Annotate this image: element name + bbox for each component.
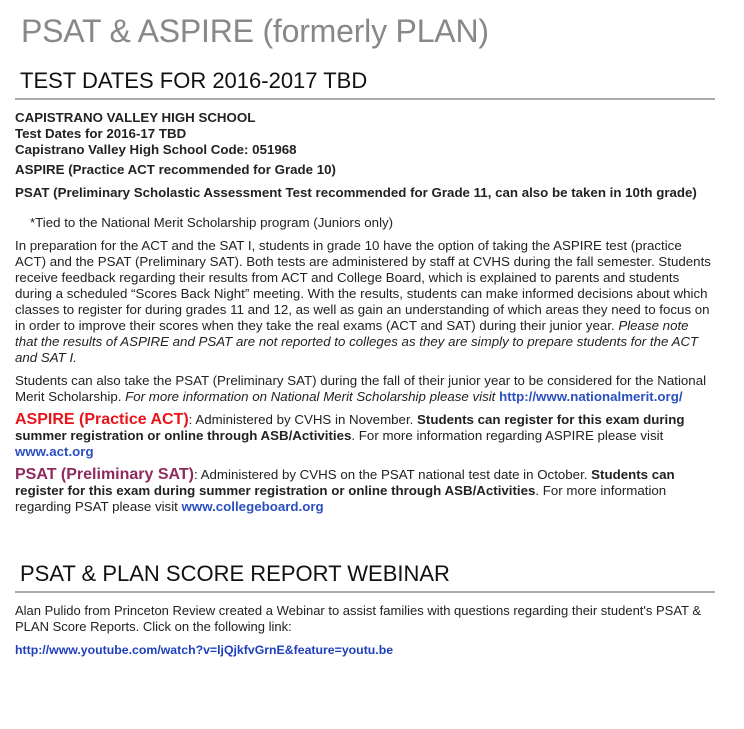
school-info — [15, 110, 714, 158]
aspire-paragraph — [15, 412, 714, 460]
psat-paragraph — [15, 467, 714, 515]
act-link[interactable]: www.act.org — [15, 444, 94, 459]
page-title: PSAT & ASPIRE (formerly PLAN) — [21, 13, 489, 49]
aspire-text: : Administered by CVHS in November. — [188, 412, 418, 427]
divider — [15, 591, 715, 593]
psat-line: PSAT (Preliminary Scholastic Assessment Test recommended for Grade 11, can also be taken in 10th grade) — [15, 185, 697, 200]
junior-text: Students can also take the PSAT (Preliminary SAT) during the fall of their junior year to be considered for the National Merit Scholarship. — [15, 373, 707, 404]
aspire-register-note: Students can register for this exam during summer registration or online through ASB/Activities — [15, 412, 685, 443]
psat-text: : Administered by CVHS on the PSAT national test date in October. — [194, 467, 592, 482]
psat-more-info: . For more information regarding PSAT please visit — [15, 483, 667, 514]
webinar-youtube-link[interactable]: http://www.youtube.com/watch?v=ljQjkfvGrnE&feature=youtu.be — [15, 643, 394, 657]
collegeboard-link[interactable]: www.collegeboard.org — [181, 499, 324, 514]
prep-text: In preparation for the ACT and the SAT I, students in grade 10 have the option of taking the ASPIRE test (practice ACT) and the PSAT (Preliminary SAT). Both tests are administered by staff at CVHS during the fall semester. Students receive feedback regarding their results from ACT and College Board, which is explained to parents and students during a scheduled “Scores Back Night” meeting. With the results, students can make informed decisions about which classes to register for during grades 11 and 12, as well as gain an understanding of which areas they need to focus on in order to improve their scores when they take the real exams (ACT and SAT) during their junior year. — [15, 238, 711, 333]
section-heading-test-dates: TEST DATES FOR 2016-2017 TBD — [20, 68, 368, 93]
school-name: CAPISTRANO VALLEY HIGH SCHOOL — [15, 110, 256, 125]
junior-note: For more information on National Merit Scholarship please visit — [125, 389, 496, 404]
psat-label: PSAT (Preliminary SAT) — [15, 466, 194, 483]
merit-note: *Tied to the National Merit Scholarship program (Juniors only) — [30, 215, 394, 230]
aspire-more-info: . For more information regarding ASPIRE please visit — [351, 428, 664, 443]
psat-register-note: Students can register for this exam during summer registration or online through ASB/Activities — [15, 467, 675, 498]
school-code: Capistrano Valley High School Code: 051968 — [15, 142, 297, 157]
prep-note: Please note that the results of ASPIRE and PSAT are not reported to colleges as they are simply to prepare students for the ACT and SAT I. — [15, 318, 699, 365]
prep-paragraph — [15, 238, 714, 366]
aspire-line: ASPIRE (Practice ACT recommended for Grade 10) — [15, 162, 336, 177]
test-dates-line: Test Dates for 2016-17 TBD — [15, 126, 187, 141]
webinar-text: Alan Pulido from Princeton Review created a Webinar to assist families with questions regarding their student's PSAT & PLAN Score Reports. Click on the following link: — [15, 603, 702, 634]
nationalmerit-link[interactable]: http://www.nationalmerit.org/ — [499, 389, 683, 404]
section-heading-webinar: PSAT & PLAN SCORE REPORT WEBINAR — [20, 561, 450, 586]
junior-paragraph — [15, 373, 714, 405]
divider — [15, 98, 715, 100]
aspire-label: ASPIRE (Practice ACT) — [15, 411, 189, 428]
